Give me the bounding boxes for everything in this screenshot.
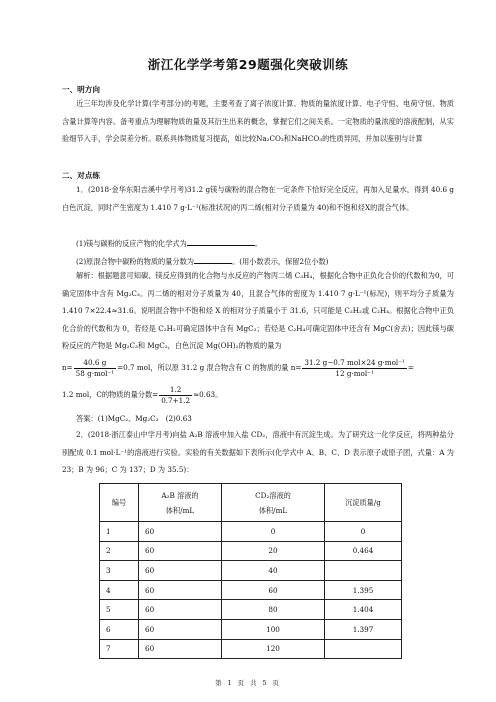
question-1-text: 1．(2018·金华东阳吉溪中学月考)31.2 g镁与碳粉的混合物在一定条件下恰好完全反应，再加入足量水，得到 40.6 g 白色沉淀，同时产生密度为 1.410 7 g·L⁻¹(标准状况)的丙二烯(相对分子质量为 40)和不饱和烃X的混合气体。 — [62, 185, 454, 212]
question-1-sub-2: (2)原混合物中碳粉的物质的量分数为 。(用小数表示，保留2位小数) — [76, 257, 329, 266]
fraction-3: $\frac{1.2}{0.7+1.2}$ — [161, 384, 191, 405]
calc-line-2: 1.2 mol，C的物质的量分数= $\frac{1.2}{0.7+1.2}$ ≈0.63。 — [62, 384, 223, 405]
table-row: 2 60 20 0.464 — [100, 541, 402, 561]
question-2-text: 2．(2018·浙江泰山中学月考)向盐 A₂B 溶液中加入盐 CD₂，溶液中有沉淀生成。为了研究这一化学反应，将两种盐分别配成 0.1 mol·L⁻¹的溶液进行实验。实验的有关数据如下表所示(化学式中 A、B、C、D 表示原子或原子团，式量：A 为 23；B 为 96；C 为 137；D 为 35.5)： — [62, 430, 454, 475]
question-1-sub-1: (1)镁与碳粉的反应产物的化学式为 。 — [76, 239, 263, 248]
header-cell: CD₂溶液的 体积/mL — [222, 484, 325, 522]
question-2-stem — [62, 426, 454, 479]
fraction-2: $\frac{\text{31.2 g−0.7 mol×24 g·mol⁻¹}}{\text{12 g·mol⁻¹}}$ — [304, 357, 405, 378]
section-heading-2: 二、对点练 — [62, 171, 100, 180]
answer-blank-1[interactable] — [187, 245, 255, 246]
header-cell: A₂B 溶液的 体积/mL — [139, 484, 222, 522]
table-header-row — [100, 484, 402, 522]
table-row: 5 60 80 1.404 — [100, 600, 402, 620]
table-row: 7 60 120 — [100, 639, 402, 659]
calc-line-1: n= $\frac{40.6 g}{\text{58 g·mol⁻¹}}$ =0.7 mol，所以原 31.2 g 混合物含有 C 的物质的量 n= $\frac{\text{31.2 g−0.7 mol×24 g·mol⁻¹}}{\text{12 g·mol⁻¹}}$ = — [62, 357, 414, 378]
question-1-answer: 答案：(1)MgC₂、Mg₂C₃ (2)0.63 — [76, 414, 192, 423]
section-1-paragraph — [62, 95, 454, 148]
header-cell: 编号 — [100, 484, 139, 522]
table-row: 3 60 40 — [100, 561, 402, 581]
analysis-text: 解析：根据题意可知碳、镁反应得到的化合物与水反应的产物丙二烯 C₃H₄，根据化合物中正负化合价的代数和为0，可确定固体中含有 Mg₂C₃。丙二烯的相对分子质量为 40，且混合气体的密度为 1.410 7 g·L⁻¹(标况)，则平均分子质量为 1.410 7×22.4≈31.6。说明混合物中不饱和烃 X 的相对分子质量小于 31.6，只可能是 C₂H₂或 C₂H₄。根据化合物中正负化合价的代数和为 0，若烃是 C₂H₂可确定固体中含有 MgC₂；若烃是 C₂H₄可确定固体中还含有 MgC(舍去)；因此镁与碳粉反应的产物是 Mg₂C₃和 MgC₂，白色沉淀 Mg(OH)₂的物质的量为 — [62, 271, 454, 351]
question-1-analysis — [62, 267, 454, 355]
section-heading-1: 一、明方向 — [62, 85, 100, 94]
data-table — [99, 483, 402, 659]
answer-blank-2[interactable] — [194, 263, 232, 264]
fraction-1: $\frac{40.6 g}{\text{58 g·mol⁻¹}}$ — [75, 357, 115, 378]
section-1-text: 近三年均涉及化学计算(学考部分)的考题，主要考查了离子浓度计算、物质的量浓度计算、电子守恒、电荷守恒、物质含量计算等内容。备考重点为理解物质的量及其衍生出来的概念，掌握它们之间关系。一定物质的量浓度的溶液配制，从实验细节入手，学会误差分析。联系具体物质复习提高，如比较Na₂CO₃和NaHCO₃的性质异同，并加以鉴别与计算 — [62, 99, 454, 144]
header-cell: 沉淀质量/g — [325, 484, 402, 522]
question-1-stem — [62, 181, 454, 216]
table-row: 1 60 0 0 — [100, 522, 402, 542]
page-footer: 第 1 页 共 5 页 — [215, 679, 281, 687]
table-row: 4 60 60 1.395 — [100, 580, 402, 600]
document-title: 浙江化学学考第29题强化突破训练 — [147, 57, 349, 72]
table-row: 6 60 100 1.397 — [100, 619, 402, 639]
